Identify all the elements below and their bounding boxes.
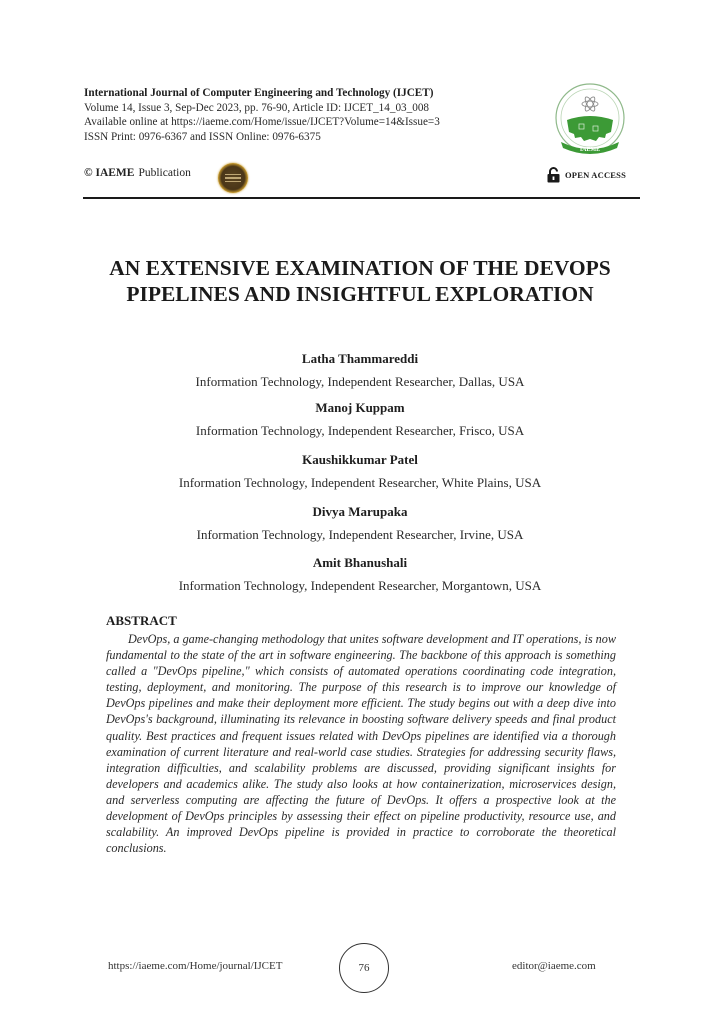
open-access-label: OPEN ACCESS [565,170,627,180]
author-affiliation: Information Technology, Independent Researcher, Irvine, USA [196,527,524,542]
abstract-body: DevOps, a game-changing methodology that unites software development and IT operations, is now fundamental to the state of the art in software engineering. The backbone of this approach is something called a "DevOps pipeline," which consists of automated operations coordinating code integration, testing, deployment, and monitoring. The purpose of this research is to improve our knowledge of DevOps pipelines and make their deployment more efficient. The study begins out with a deep dive into DevOps's background, illuminating its relevance in boosting software delivery speeds and final product quality. Best practices and frequent issues related with DevOps pipelines are identified via a thorough examination of current literature and real-world case studies. Strategies for addressing security flaws, integration difficulties, and scalability problems are discussed, providing significant insights for developers and academics alike. The study also looks at how containerization, microservices design, and serverless computing are affecting the future of DevOps. It offers a prospective look at the development of DevOps principles by assessing their effect on pipeline productivity, resource use, and scalability. An improved DevOps pipeline is provided in practice to corroborate the theoretical conclusions. [106,632,616,856]
author-name: Latha Thammareddi [301,351,419,366]
author-name: Manoj Kuppam [315,400,405,415]
author-block [80,503,640,544]
author-block [80,399,640,440]
publisher-line [84,167,191,179]
author-block [80,350,640,391]
author-affiliation: Information Technology, Independent Researcher, White Plains, USA [178,475,542,490]
abstract-heading: ABSTRACT [106,613,177,628]
page-number [339,943,389,993]
volume-info: Volume 14, Issue 3, Sep-Dec 2023, pp. 76-90, Article ID: IJCET_14_03_008 [84,101,430,114]
page-number-text: 76 [358,962,370,974]
journal-header [84,86,440,144]
author-name: Kaushikkumar Patel [302,452,418,467]
available-online: Available online at https://iaeme.com/Home/issue/IJCET?Volume=14&Issue=3 [84,116,440,129]
author-name: Divya Marupaka [312,504,408,519]
logo-text: IAEME [579,147,601,153]
header-divider [83,197,640,199]
footer-url-link[interactable]: https://iaeme.com/Home/journal/IJCET [108,960,283,972]
author-block [80,451,640,492]
journal-title: International Journal of Computer Engineering and Technology (IJCET) [84,87,434,99]
issn-info: ISSN Print: 0976-6367 and ISSN Online: 0976-6375 [84,130,321,143]
open-access-badge [547,167,626,183]
footer-email-link[interactable]: editor@iaeme.com [512,960,596,972]
paper-title: AN EXTENSIVE EXAMINATION OF THE DEVOPS PIPELINES AND INSIGHTFUL EXPLORATION [109,256,611,306]
scopus-badge-icon [218,163,248,193]
author-name: Amit Bhanushali [312,555,408,570]
publisher-name: © IAEME [84,167,135,179]
publisher-suffix: Publication [138,167,191,179]
author-affiliation: Information Technology, Independent Researcher, Morgantown, USA [178,578,542,593]
open-lock-icon [547,167,560,183]
author-affiliation: Information Technology, Independent Researcher, Frisco, USA [195,423,525,438]
author-affiliation: Information Technology, Independent Researcher, Dallas, USA [195,374,525,389]
iaeme-logo-icon [551,82,629,160]
author-block [80,554,640,595]
